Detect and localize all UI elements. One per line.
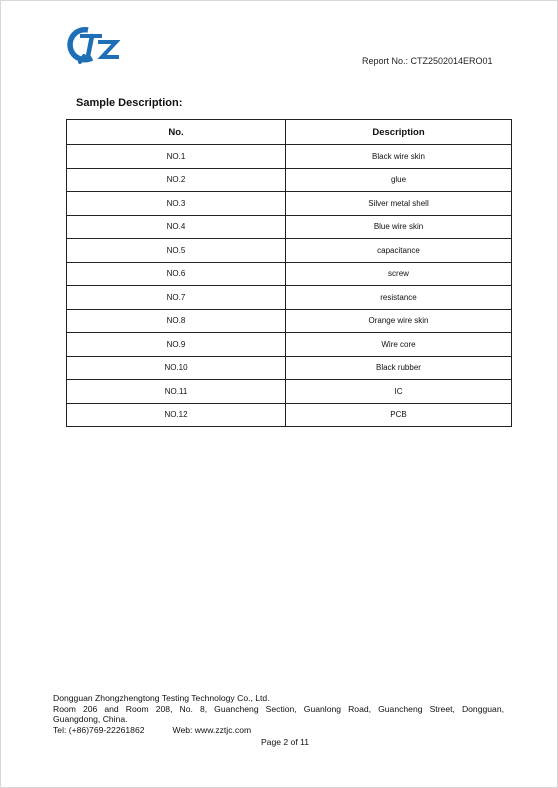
sample-description-cell: capacitance [286, 239, 512, 263]
sample-no-cell: NO.9 [67, 333, 286, 357]
sample-description-cell: Black rubber [286, 356, 512, 380]
sample-no-cell: NO.5 [67, 239, 286, 263]
footer-address-line2: Guangdong, China. [53, 714, 128, 724]
table-row [67, 262, 512, 286]
table-row [67, 145, 512, 169]
table-row [67, 192, 512, 216]
sample-no-cell: NO.11 [67, 380, 286, 404]
table-row [67, 215, 512, 239]
table-row [67, 380, 512, 404]
table-row [67, 403, 512, 427]
sample-description-cell: screw [286, 262, 512, 286]
footer-web: Web: www.zztjc.com [172, 724, 252, 735]
sample-no-cell: NO.7 [67, 286, 286, 310]
sample-description-cell: glue [286, 168, 512, 192]
table-header-row [67, 120, 512, 145]
sample-no-cell: NO.2 [67, 168, 286, 192]
sample-no-cell: NO.10 [67, 356, 286, 380]
footer-address-line1: Room 206 and Room 208, No. 8, Guancheng Section, Guanlong Road, Guancheng Street, Dongguan, [53, 703, 504, 714]
column-header-no: No. [67, 120, 286, 145]
footer-tel: Tel: (+86)769-22261862 [53, 724, 145, 735]
table-row [67, 309, 512, 333]
sample-description-cell: Orange wire skin [286, 309, 512, 333]
sample-no-cell: NO.6 [67, 262, 286, 286]
sample-description-cell: resistance [286, 286, 512, 310]
sample-no-cell: NO.1 [67, 145, 286, 169]
page-number: Page 2 of 11 [260, 737, 310, 747]
sample-no-cell: NO.3 [67, 192, 286, 216]
sample-no-cell: NO.12 [67, 403, 286, 427]
sample-description-cell: Wire core [286, 333, 512, 357]
sample-description-cell: IC [286, 380, 512, 404]
table-row [67, 333, 512, 357]
sample-no-cell: NO.4 [67, 215, 286, 239]
table-row [67, 239, 512, 263]
table-row [67, 356, 512, 380]
sample-description-table [66, 119, 512, 427]
sample-no-cell: NO.8 [67, 309, 286, 333]
footer-contact [53, 725, 504, 736]
sample-description-cell: Blue wire skin [286, 215, 512, 239]
sample-description-cell: Black wire skin [286, 145, 512, 169]
footer [53, 693, 504, 735]
section-title: Sample Description: [76, 97, 183, 109]
table-row [67, 286, 512, 310]
report-number: Report No.: CTZ2502014ERO01 [362, 56, 493, 66]
table-row [67, 168, 512, 192]
footer-company: Dongguan Zhongzhengtong Testing Technology Co., Ltd. [53, 693, 270, 703]
column-header-description: Description [286, 120, 512, 145]
ctz-logo-icon [66, 26, 120, 64]
sample-description-cell: PCB [286, 403, 512, 427]
sample-description-cell: Silver metal shell [286, 192, 512, 216]
